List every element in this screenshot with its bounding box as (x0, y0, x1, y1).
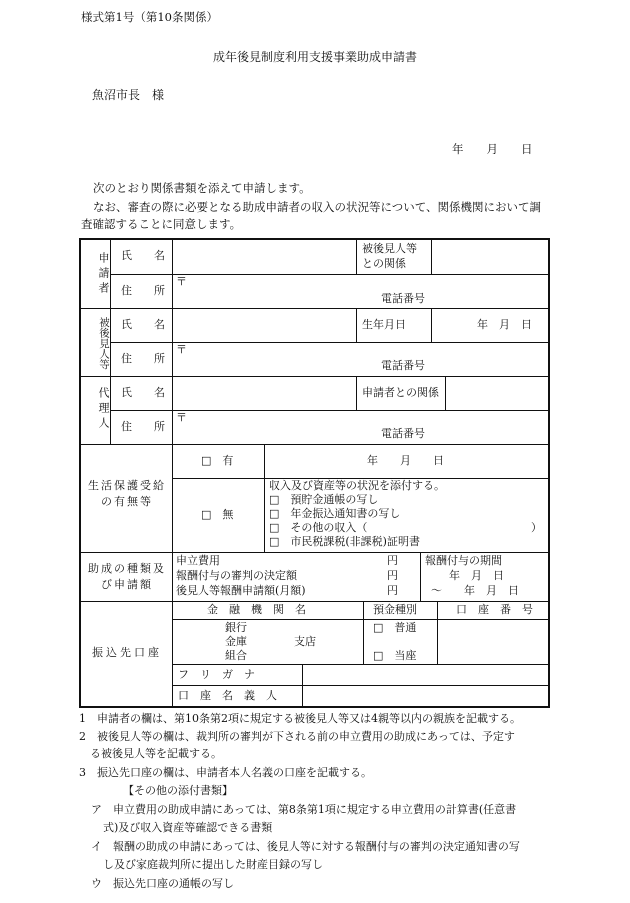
note-2: 2 被後見人等の欄は、裁判所の審判が下される前の申立費用の助成にあっては、予定す (79, 730, 515, 743)
welfare-attach-intro: 収入及び資産等の状況を添付する。 (269, 479, 445, 492)
agent-address-label: 住 所 (121, 420, 165, 433)
welfare-yes-date[interactable]: 年 月 日 (367, 454, 444, 467)
note-1: 1 申請者の欄は、第10条第2項に規定する被後見人等又は4親等以内の親族を記載する。 (79, 712, 521, 725)
agent-group-label: 代理人 (97, 386, 110, 432)
note-3: 3 振込先口座の欄は、申請者本人名義の口座を記載する。 (79, 766, 372, 779)
close-paren: ） (531, 521, 542, 534)
account-number-header: 口 座 番 号 (456, 603, 533, 616)
applicant-postal-mark: 〒 (176, 275, 187, 288)
attachment-c: ウ 振込先口座の通帳の写し (91, 877, 234, 890)
bank-name-header: 金 融 機 関 名 (207, 603, 306, 616)
document-title: 成年後見制度利用支援事業助成申請書 (212, 50, 417, 64)
applicant-phone-label: 電話番号 (381, 292, 425, 305)
ward-group-label: 被後見人等 (98, 316, 110, 370)
period-label: 報酬付与の期間 (425, 554, 502, 567)
ward-name-label: 氏 名 (121, 318, 165, 331)
yen-1: 円 (387, 554, 398, 567)
grant-item-remuneration-decision: 報酬付与の審判の決定額 (176, 569, 297, 582)
applicant-address-label: 住 所 (121, 284, 165, 297)
welfare-no-checkbox[interactable]: □ 無 (201, 508, 234, 521)
agent-postal-mark: 〒 (176, 411, 187, 424)
ward-postal-mark: 〒 (176, 343, 187, 356)
ward-phone-label: 電話番号 (381, 359, 425, 372)
attachment-b-cont: し及び家庭裁判所に提出した財産目録の写し (103, 858, 323, 871)
agent-name-label: 氏 名 (121, 386, 165, 399)
application-date[interactable]: 年 月 日 (452, 142, 533, 156)
attach-pension-checkbox[interactable]: □ 年金振込通知書の写し (269, 507, 401, 520)
application-form-table (79, 238, 550, 708)
welfare-label: 生活保護受給の有無等 (88, 479, 166, 508)
attachment-b: イ 報酬の助成の申請にあっては、後見人等に対する報酬付与の審判の決定通知書の写 (91, 840, 520, 853)
form-number: 様式第1号（第10条関係） (81, 10, 218, 24)
intro-line-1: 次のとおり関係書類を添えて申請します。 (93, 181, 311, 195)
account-holder-label: 口 座 名 義 人 (178, 689, 277, 702)
period-to[interactable]: ～ 年 月 日 (431, 584, 519, 597)
bank-type-shinkin: 金庫 (225, 635, 247, 648)
attachment-a: ア 申立費用の助成申請にあっては、第8条第1項に規定する申立費用の計算書(任意書 (91, 803, 517, 816)
yen-3: 円 (387, 584, 398, 597)
applicant-group-label: 申請者 (97, 251, 110, 297)
relation-to-applicant-label: 申請者との関係 (362, 386, 439, 399)
ward-address-label: 住 所 (121, 352, 165, 365)
furigana-label: フ リ ガ ナ (178, 668, 255, 681)
period-from[interactable]: 年 月 日 (449, 569, 504, 582)
attachments-heading: 【その他の添付書類】 (123, 784, 233, 797)
attach-other-income-checkbox[interactable]: □ その他の収入（ (269, 521, 368, 534)
deposit-normal-checkbox[interactable]: □ 普通 (373, 621, 417, 634)
note-2-cont: る被後見人等を記載する。 (79, 747, 222, 760)
bank-type-union: 組合 (225, 649, 247, 662)
relation-to-ward-label: 被後見人等との関係 (362, 242, 417, 270)
grant-item-monthly-request: 後見人等報酬申請額(月額) (176, 584, 306, 597)
grant-item-filing-fee: 申立費用 (176, 554, 220, 567)
birth-date-label: 生年月日 (362, 318, 406, 331)
deposit-current-checkbox[interactable]: □ 当座 (373, 649, 417, 662)
birth-date-value[interactable]: 年 月 日 (477, 318, 532, 331)
grant-label: 助成の種類及び申請額 (88, 562, 166, 591)
intro-line-2: なお、審査の際に必要となる助成申請者の収入の状況等について、関係機関において調査確認することに同意します。 (81, 200, 542, 231)
attachment-a-cont: 式)及び収入資産等確認できる書類 (103, 821, 273, 834)
yen-2: 円 (387, 569, 398, 582)
applicant-name-label: 氏 名 (121, 249, 165, 262)
agent-phone-label: 電話番号 (381, 427, 425, 440)
attach-bankbook-checkbox[interactable]: □ 預貯金通帳の写し (269, 493, 379, 506)
welfare-yes-checkbox[interactable]: □ 有 (201, 454, 234, 467)
bank-type-bank: 銀行 (225, 621, 247, 634)
bank-section-label: 振込先口座 (92, 646, 162, 659)
addressee: 魚沼市長 様 (92, 88, 165, 102)
branch-label: 支店 (294, 635, 316, 648)
deposit-type-header: 預金種別 (373, 603, 417, 616)
attach-tax-certificate-checkbox[interactable]: □ 市民税課税(非課税)証明書 (269, 535, 420, 548)
